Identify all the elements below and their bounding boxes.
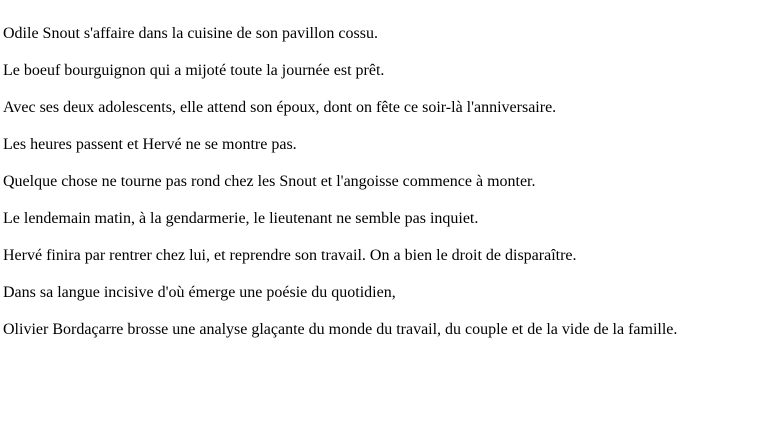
paragraph: Hervé finira par rentrer chez lui, et reprendre son travail. On a bien le droit de disparaître. <box>3 247 577 264</box>
paragraph: Quelque chose ne tourne pas rond chez les Snout et l'angoisse commence à monter. <box>3 173 536 190</box>
paragraph: Dans sa langue incisive d'où émerge une poésie du quotidien, <box>3 284 396 301</box>
paragraph: Le boeuf bourguignon qui a mijoté toute la journée est prêt. <box>3 62 385 79</box>
document-body <box>3 24 760 357</box>
paragraph: Le lendemain matin, à la gendarmerie, le lieutenant ne semble pas inquiet. <box>3 210 479 227</box>
paragraph: Les heures passent et Hervé ne se montre pas. <box>3 136 297 153</box>
paragraph: Odile Snout s'affaire dans la cuisine de son pavillon cossu. <box>3 25 378 42</box>
paragraph: Olivier Bordaçarre brosse une analyse glaçante du monde du travail, du couple et de la vide de la famille. <box>3 321 678 338</box>
paragraph: Avec ses deux adolescents, elle attend son époux, dont on fête ce soir-là l'anniversaire. <box>3 99 557 116</box>
